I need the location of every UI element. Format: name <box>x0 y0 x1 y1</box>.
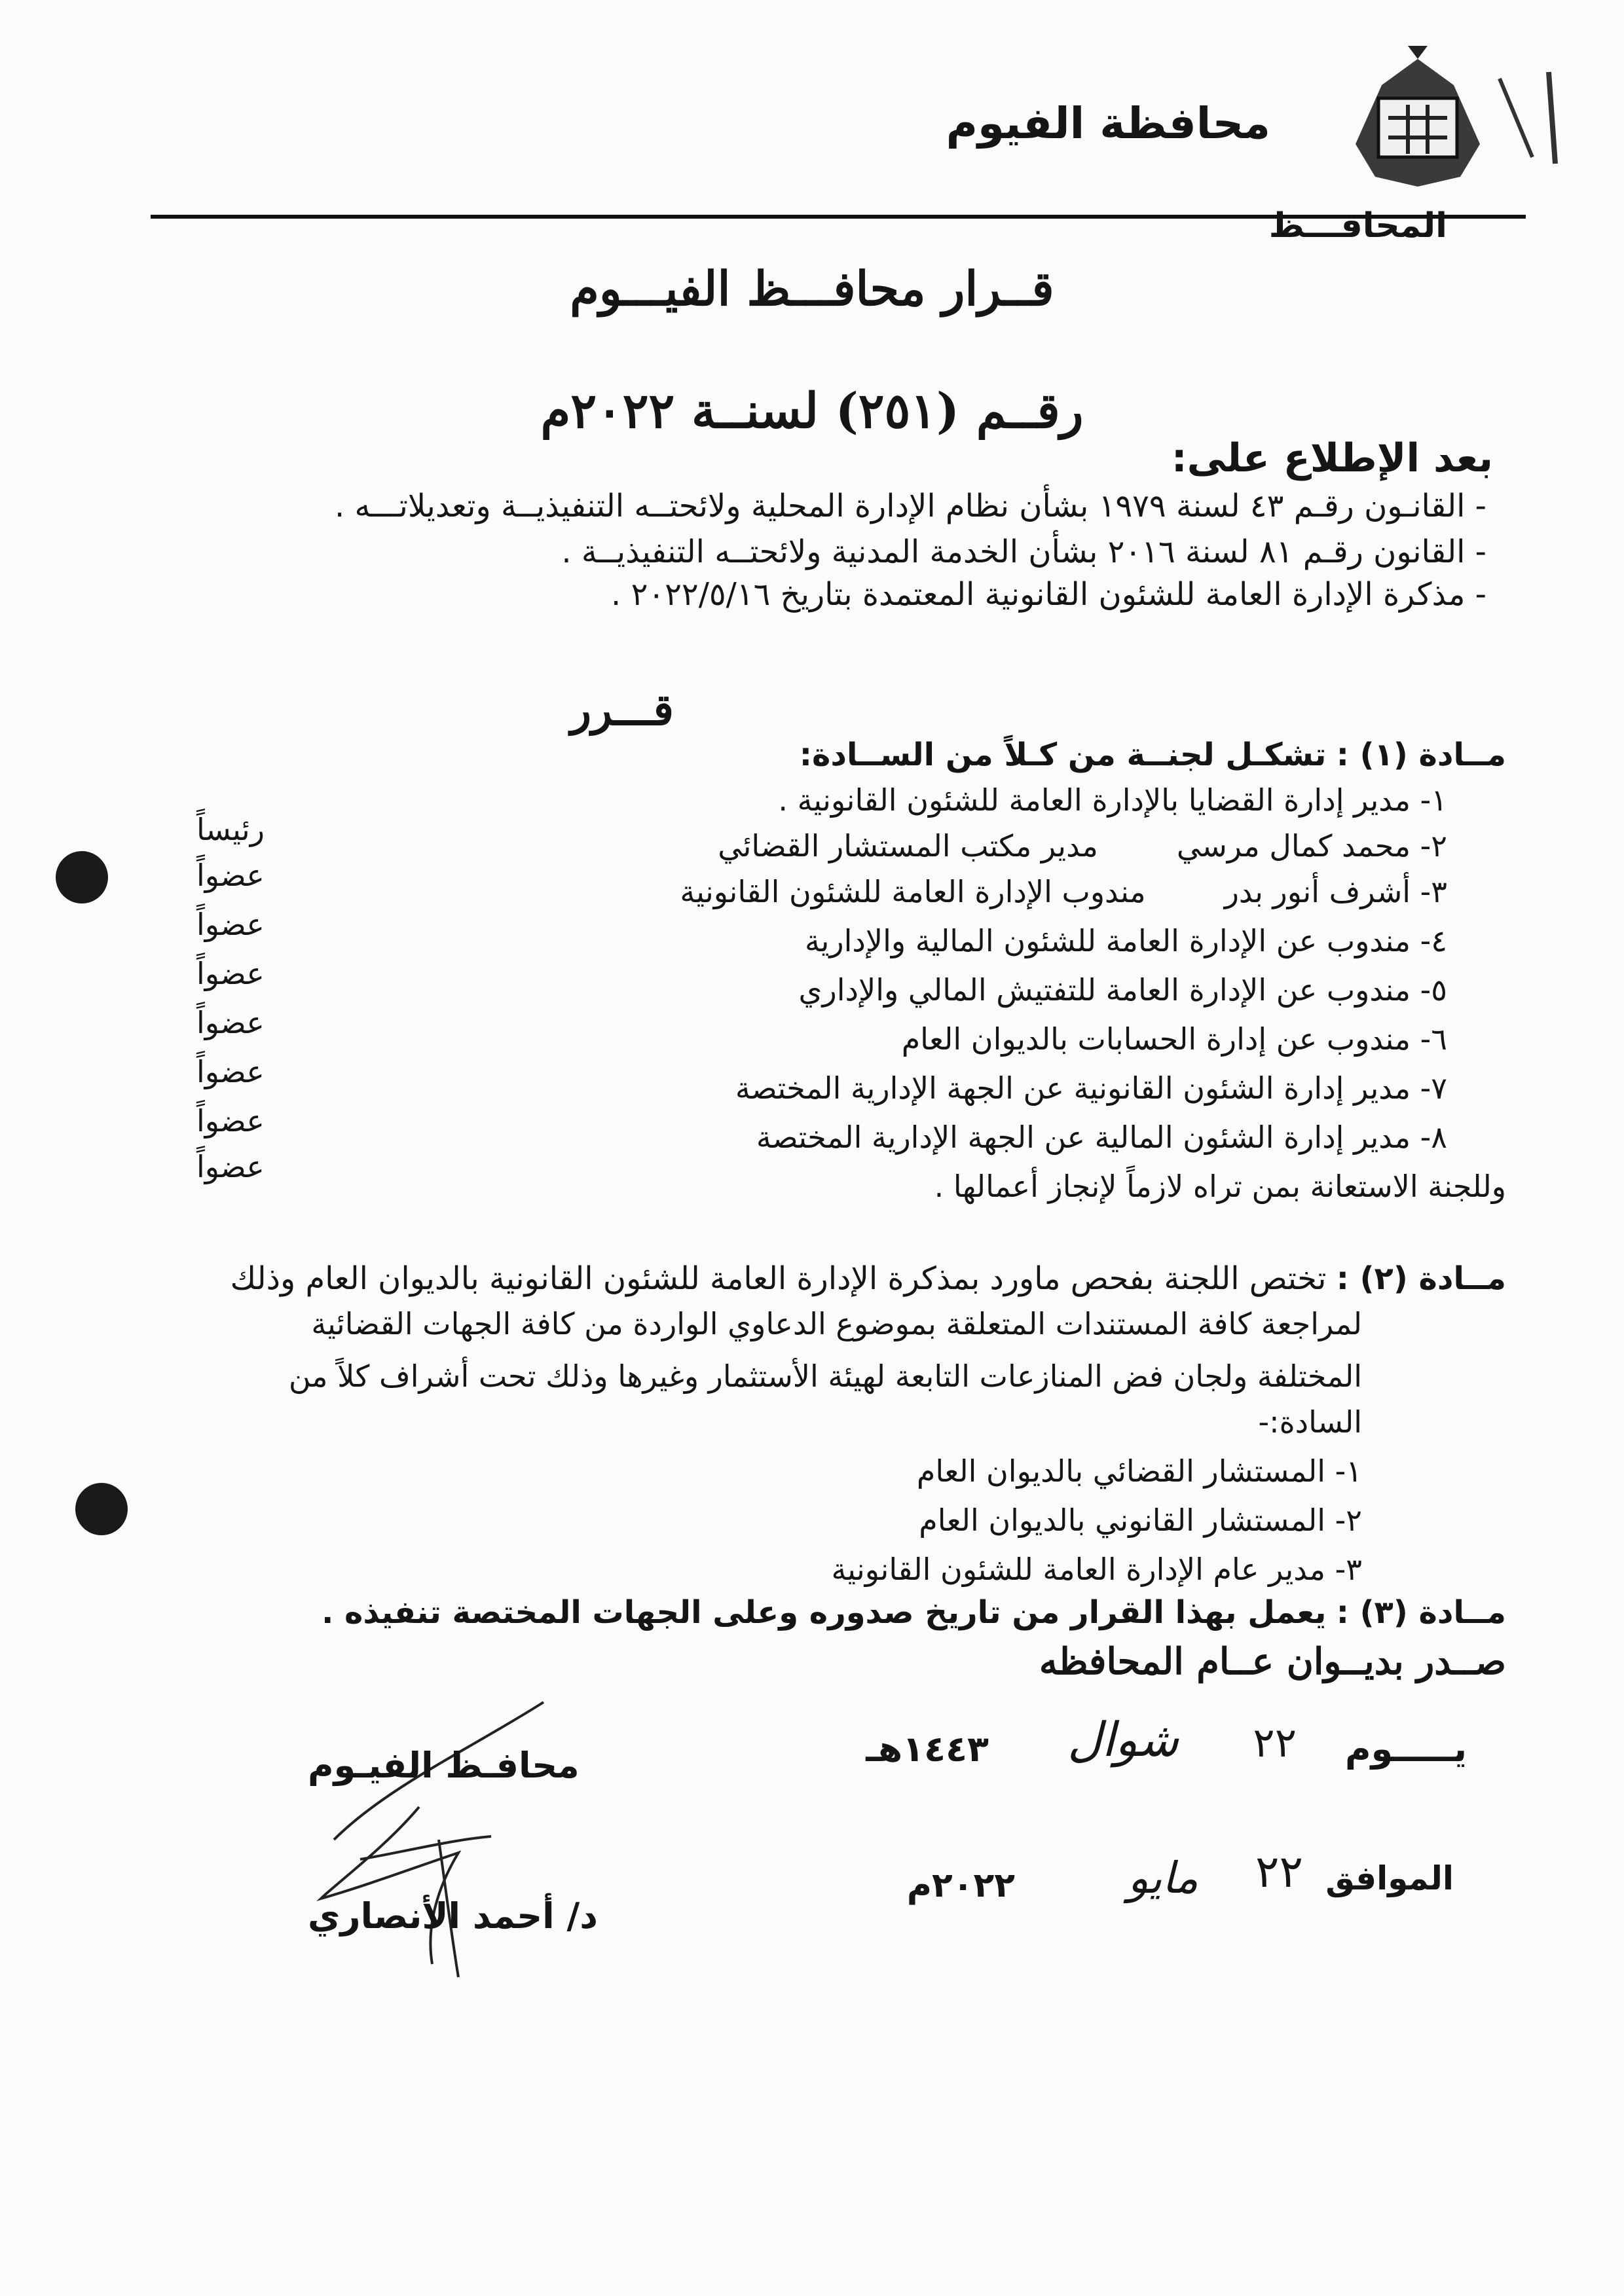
handwritten-signature <box>308 1689 570 1990</box>
hijri-date-label: يـــــوم <box>1345 1728 1467 1770</box>
office-label: المحافـــظ <box>1268 206 1447 246</box>
member-row <box>756 1120 1447 1155</box>
article-2-line: تختص اللجنة بفحص ماورد بمذكرة الإدارة العامة للشئون القانونية بالديوان العام وذلك <box>230 1260 1327 1297</box>
gregorian-day: ٢٢ <box>1255 1846 1303 1898</box>
article-1-closing: وللجنة الاستعانة بمن تراه لازماً لإنجاز أعمالها . <box>934 1169 1506 1204</box>
signatory-name: د/ أحمد الأنصاري <box>308 1895 598 1937</box>
governorate-emblem-icon <box>1342 46 1493 196</box>
punch-hole <box>75 1483 128 1535</box>
member-text: ٧- مدير إدارة الشئون القانونية عن الجهة الإدارية المختصة <box>735 1070 1447 1106</box>
pens-icon <box>1493 65 1565 170</box>
member-row <box>902 1021 1447 1057</box>
member-title: رئيساً <box>196 812 265 847</box>
member-title: عضواً <box>196 1103 265 1139</box>
member-text: ٦- مندوب عن إدارة الحسابات بالديوان العام <box>901 1021 1447 1057</box>
article-1-label: مــادة (١) : <box>1336 737 1506 773</box>
article-3-heading <box>322 1594 1506 1631</box>
preamble-item: - القانـون رقـم ٤٣ لسنة ١٩٧٩ بشأن نظام الإدارة المحلية ولائحتــه التنفيذيــة وتعديلاتـــه . <box>335 488 1486 524</box>
hijri-day: ٢٢ <box>1253 1719 1297 1766</box>
member-text: ٨- مدير إدارة الشئون المالية عن الجهة الإدارية المختصة <box>756 1120 1447 1155</box>
article-2-line: السادة:- <box>1258 1404 1362 1440</box>
member-row <box>735 1070 1447 1106</box>
gregorian-date-label: الموافق <box>1325 1859 1454 1897</box>
preamble-item: - مذكرة الإدارة العامة للشئون القانونية المعتمدة بتاريخ ٢٠٢٢/٥/١٦ . <box>611 576 1486 613</box>
member-row <box>718 828 1447 864</box>
member-title: عضواً <box>196 907 265 942</box>
member-row <box>799 972 1448 1008</box>
member-title: عضواً <box>196 1149 265 1184</box>
member-row <box>805 923 1447 958</box>
article-3-text: يعمل بهذا القرار من تاريخ صدوره وعلى الجهات المختصة تنفيذه . <box>322 1594 1327 1631</box>
gregorian-year: ٢٠٢٢م <box>906 1866 1015 1905</box>
member-text: ٥- مندوب عن الإدارة العامة للتفتيش المالي والإداري <box>798 972 1447 1008</box>
article-1-text: تشكـل لجنــة من كـلاً من الســادة: <box>799 737 1327 773</box>
preamble-heading: بعد الإطلاع على: <box>1171 435 1493 481</box>
article-2-line: المختلفة ولجان فض المنازعات التابعة لهيئة الأستثمار وغيرها وذلك تحت أشراف كلاً من <box>288 1358 1362 1394</box>
member-row <box>680 874 1447 909</box>
article-3-label: مــادة (٣) : <box>1336 1594 1506 1631</box>
supervisor-item: ١- المستشار القضائي بالديوان العام <box>916 1453 1362 1489</box>
article-2-line: لمراجعة كافة المستندات المتعلقة بموضوع الدعاوي الواردة من كافة الجهات القضائية <box>311 1306 1362 1341</box>
member-text: ٣- أشرف أنور بدر <box>1224 874 1447 909</box>
member-title: عضواً <box>196 1054 265 1089</box>
member-text: ٤- مندوب عن الإدارة العامة للشئون المالية والإدارية <box>804 923 1447 958</box>
decision-number: رقــم (٢٥١) لسنــة ٢٠٢٢م <box>540 383 1084 439</box>
decision-title: قــرار محافـــظ الفيـــوم <box>570 261 1054 316</box>
supervisor-item: ٢- المستشار القانوني بالديوان العام <box>919 1503 1362 1538</box>
punch-hole <box>56 851 108 903</box>
signatory-title: محافـظ الفيـوم <box>308 1745 580 1786</box>
decided-heading: قـــرر <box>570 684 674 735</box>
hijri-year: ١٤٤٣هـ <box>866 1728 989 1770</box>
issued-statement: صــدر بديــوان عــام المحافظه <box>1039 1640 1506 1683</box>
member-title: عضواً <box>196 1005 265 1040</box>
preamble-item: - القانون رقـم ٨١ لسنة ٢٠١٦ بشأن الخدمة المدنية ولائحتــه التنفيذيــة . <box>561 534 1486 570</box>
supervisor-item: ٣- مدير عام الإدارة العامة للشئون القانونية <box>831 1552 1362 1587</box>
governorate-name: محافظة الفيوم <box>946 98 1270 149</box>
gregorian-month: مايو <box>1128 1853 1198 1903</box>
member-row <box>778 782 1447 818</box>
article-1-heading <box>800 737 1506 773</box>
article-2-label: مــادة (٢) : <box>1336 1260 1506 1297</box>
member-title: عضواً <box>196 956 265 991</box>
hijri-month: شوال <box>1067 1712 1179 1767</box>
member-text: ١- مدير إدارة القضايا بالإدارة العامة للشئون القانونية . <box>778 782 1447 818</box>
member-title: عضواً <box>196 858 265 893</box>
member-text: ٢- محمد كمال مرسي <box>1176 828 1447 864</box>
member-role: مندوب الإدارة العامة للشئون القانونية <box>680 874 1146 909</box>
article-2-heading <box>231 1260 1506 1297</box>
member-role: مدير مكتب المستشار القضائي <box>718 828 1098 864</box>
